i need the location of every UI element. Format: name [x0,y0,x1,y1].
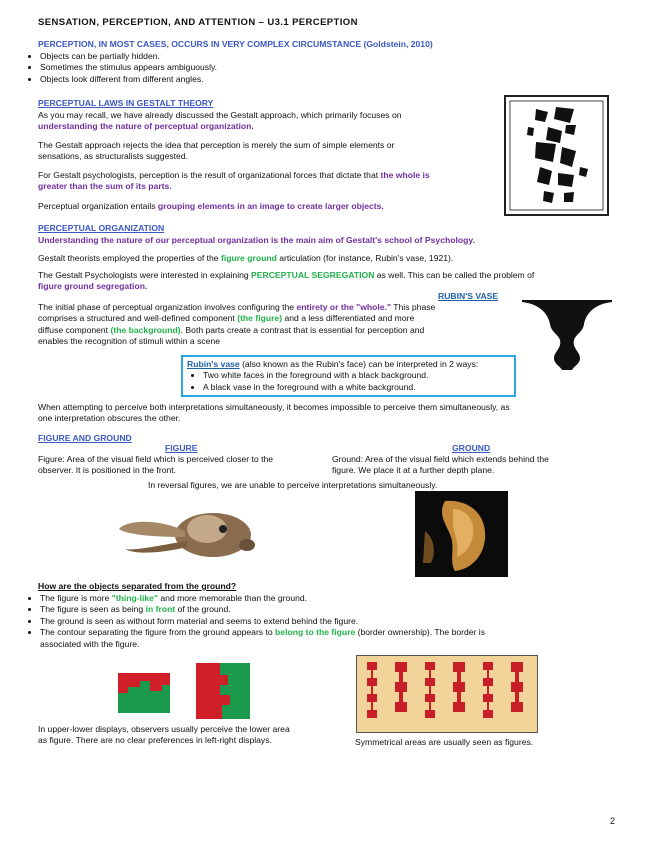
text: sensations, as structuralists suggested. [38,151,188,162]
figure-definition [38,454,328,477]
section-heading-gestalt-laws: PERCEPTUAL LAWS IN GESTALT THEORY [38,98,214,108]
figure-label: FIGURE [165,443,198,453]
upper-lower-display-image [116,661,276,721]
reversal-painting-image [415,491,508,577]
text: The figure is more [40,593,110,603]
highlight: figure ground [220,253,277,263]
text: and a less differentiated and more [284,313,415,324]
text: Ground: Area of the visual field which extends behind the [332,454,549,464]
highlight: belong to the figure [275,627,356,638]
highlight: (the figure) [237,313,283,324]
paragraph-grouping [38,201,508,212]
section-heading-separation: How are the objects separated from the ground? [38,581,237,591]
paragraph-gestalt-reject [38,140,498,163]
text: as well. This can be called the problem of [376,270,535,280]
duck-rabbit-image [115,497,265,572]
highlight: "thing-like" [111,593,158,603]
highlight: (the background) [110,324,181,335]
highlight: figure ground segregation. [38,281,148,292]
text: figure. We place it at a further depth plane. [332,465,495,476]
text: diffuse component [38,324,109,335]
bullet: • A black vase in the foreground with a white background. [203,382,510,393]
highlight: PERCEPTUAL SEGREGATION [251,270,375,280]
rubin-vase-label: RUBIN'S VASE [438,291,499,301]
text: The initial phase of perceptual organization involves configuring the [38,302,295,312]
text: When attempting to perceive both interpretations simultaneously, it becomes impossible to perceive them simultaneously, as [38,402,510,412]
text: The Gestalt approach rejects the idea that perception is merely the sum of simple elements or [38,140,395,150]
bullet [40,627,650,650]
highlight: understanding the nature of perceptual organization. [38,121,254,132]
text: observer. It is positioned in the front. [38,465,177,476]
text: As you may recall, we have already discussed the Gestalt approach, which primarily focuses on [38,110,402,120]
text: In upper-lower displays, observers usually perceive the lower area [38,724,290,734]
rubin-vase-image [520,300,615,372]
highlight: in front [145,604,176,615]
text: associated with the figure. [40,638,140,649]
bullet: • Sometimes the stimulus appears ambiguously. [40,62,520,73]
text: and more memorable than the ground. [160,593,308,603]
text: For Gestalt psychologists, perception is the result of organizational forces that dictate that [38,170,379,180]
text: Perceptual organization entails [38,201,156,211]
callout-title: Rubin's vase [187,359,240,369]
paragraph-gestalt-intro [38,110,498,133]
highlight: greater than the sum of its parts. [38,181,172,192]
text: comprises a structured and well-defined component [38,313,235,324]
bullet [40,604,650,615]
hidden-dog-image [504,95,609,216]
text: one interpretation obscures the other. [38,413,181,424]
symmetrical-figures-image [356,655,538,733]
text: (border ownership). The border is [357,627,486,638]
rubin-vase-callout [181,355,516,397]
paragraph-initial-phase [38,302,510,348]
bullet: • Objects can be partially hidden. [40,51,520,62]
section-heading-figure-ground: FIGURE AND GROUND [38,433,132,443]
bullet [40,593,650,604]
reversal-figures-note: In reversal figures, we are unable to perceive interpretations simultaneously. [148,480,438,490]
highlight: the whole is [380,170,430,180]
paragraph-figure-ground [38,253,638,264]
bullet: • Objects look different from different angles. [40,74,520,85]
page-header: SENSATION, PERCEPTION, AND ATTENTION – U3.1 PERCEPTION [38,17,358,28]
upper-lower-caption [38,724,358,747]
text: (also known as the Rubin's face) can be interpreted in 2 ways: [242,359,479,369]
text: articulation (for instance, Rubin's vase, 1921). [279,253,454,263]
text: of the ground. [177,604,231,615]
text: The contour separating the figure from the ground appears to [40,627,273,638]
bullet: • The ground is seen as without form material and seems to extend behind the figure. [40,616,650,627]
paragraph-segregation [38,270,638,293]
text: Gestalt theorists employed the properties of the [38,253,219,263]
page-number: 2 [610,816,616,826]
text: Figure: Area of the visual field which is perceived closer to the [38,454,274,464]
perceptual-organization-lead: Understanding the nature of our perceptual organization is the main aim of Gestalt's school of Psychology. [38,235,475,245]
perception-bullets [20,51,520,85]
section-heading-perception: PERCEPTION, IN MOST CASES, OCCURS IN VERY COMPLEX CIRCUMSTANCE (Goldstein, 2010) [38,39,433,49]
text: The Gestalt Psychologists were interested in explaining [38,270,249,280]
highlight: entirety or the "whole." [296,302,392,312]
ground-label: GROUND [452,443,491,453]
paragraph-simultaneous [38,402,643,425]
paragraph-gestalt-whole [38,170,500,193]
text: enables the recognition of stimuli within a scene [38,336,221,347]
text: . Both parts create a contrast that is essential for perception and [180,324,425,335]
text: The figure is seen as being [40,604,144,615]
symmetrical-caption: Symmetrical areas are usually seen as figures. [355,737,534,747]
ground-definition [332,454,632,477]
bullet: • Two white faces in the foreground with a black background. [203,370,510,381]
separation-bullets [20,593,650,650]
text: This phase [393,302,436,312]
highlight: grouping elements in an image to create larger objects. [157,201,384,211]
section-heading-perceptual-organization: PERCEPTUAL ORGANIZATION [38,223,165,233]
text: as figure. There are no clear preferences in left-right displays. [38,735,272,746]
